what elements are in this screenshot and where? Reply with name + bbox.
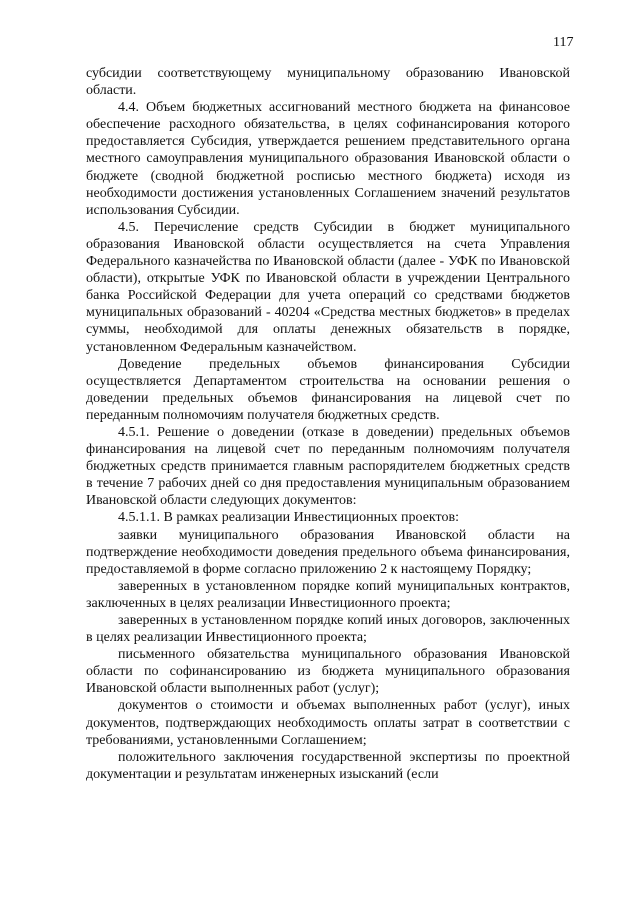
document-body (86, 65, 570, 783)
list-item-cost-documents: документов о стоимости и объемах выполненных работ (услуг), иных документов, подтверждающих необходимость оплаты затрат в соответствии с требованиями, установленными Соглашением; (86, 698, 570, 748)
paragraph-4-5-1-1: 4.5.1.1. В рамках реализации Инвестиционных проектов: (118, 510, 459, 526)
paragraph-4-5: 4.5. Перечисление средств Субсидии в бюджет муниципального образования Ивановской области осуществляется на счета Управления Федерального казначейства по Ивановской области (далее - УФК по Ивановской области), открытые УФК по Ивановской области в учреждении Центрального банка Российской Федерации для учета операций со средствами бюджетов муниципальных образований - 40204 «Средства местных бюджетов» в пределах суммы, необходимой для оплаты денежных обязательств в порядке, установленном Федеральным казначейством. (86, 219, 570, 355)
list-item-application: заявки муниципального образования Ивановской области на подтверждение необходимости доведения предельного объема финансирования, предоставляемой в форме согласно приложению 2 к настоящему Порядку; (86, 527, 570, 577)
list-item-expertise: положительного заключения государственной экспертизы по проектной документации и результатам инженерных изысканий (если (86, 749, 570, 782)
page-number: 117 (553, 35, 574, 50)
list-item-obligation: письменного обязательства муниципального образования Ивановской области по софинансированию из бюджета муниципального образования Ивановской области выполненных работ (услуг); (86, 647, 570, 697)
paragraph-4-4: 4.4. Объем бюджетных ассигнований местного бюджета на финансовое обеспечение расходного обязательства, в целях софинансирования которого предоставляется Субсидия, утверждается решением представительного органа местного самоуправления муниципального образования Ивановской области о бюджете (сводной бюджетной росписью местного бюджета) исходя из необходимости достижения установленных Соглашением значений результатов использования Субсидии. (86, 100, 570, 218)
paragraph-subsidy-end: субсидии соответствующему муниципальному образованию Ивановской области. (86, 66, 570, 99)
list-item-other-agreements: заверенных в установленном порядке копий иных договоров, заключенных в целях реализации Инвестиционного проекта; (86, 613, 570, 646)
paragraph-limits: Доведение предельных объемов финансирования Субсидии осуществляется Департаментом строительства на основании решения о доведении предельных объемов финансирования на лицевой счет по переданным полномочиям получателя бюджетных средств. (86, 356, 570, 423)
paragraph-4-5-1: 4.5.1. Решение о доведении (отказе в доведении) предельных объемов финансирования на лицевой счет по переданным полномочиям получателя бюджетных средств принимается главным распорядителем бюджетных средств в течение 7 рабочих дней со дня предоставления муниципальным образованием Ивановской области следующих документов: (86, 424, 570, 509)
list-item-contracts: заверенных в установленном порядке копий муниципальных контрактов, заключенных в целях реализации Инвестиционного проекта; (86, 578, 570, 611)
